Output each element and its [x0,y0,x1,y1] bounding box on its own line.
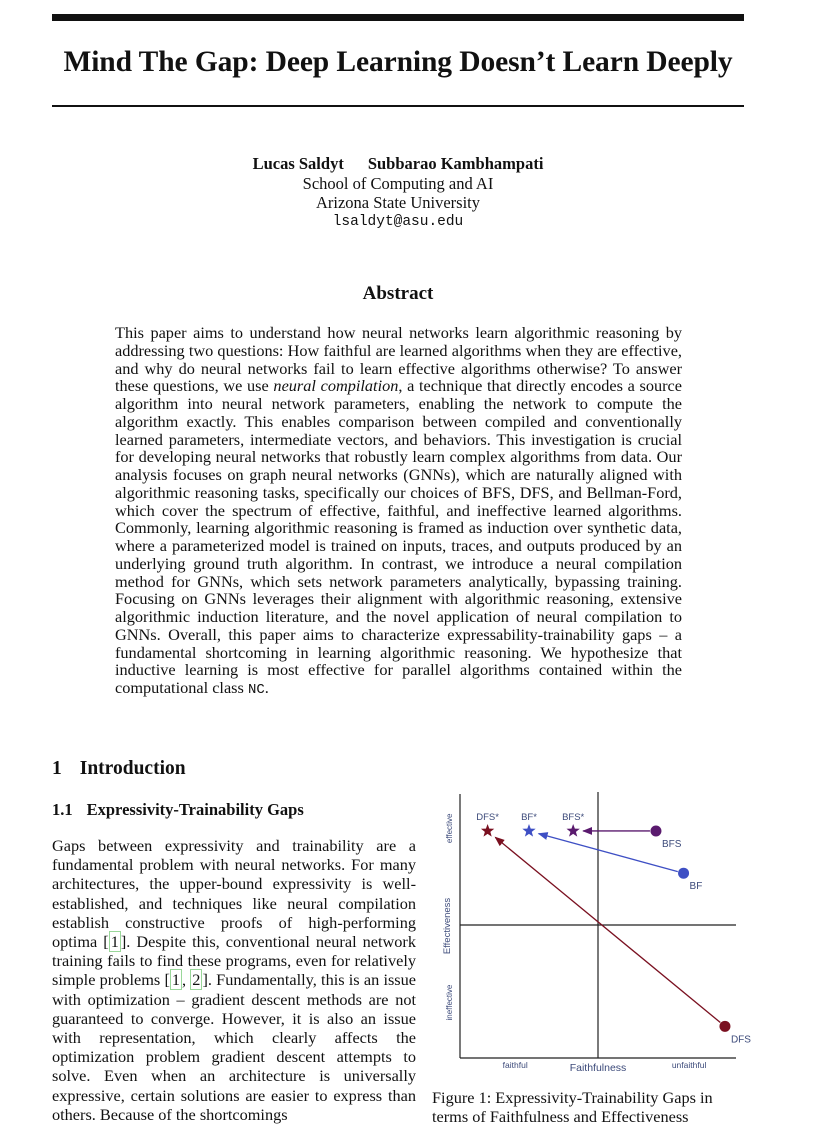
abstract-body [115,324,682,700]
subsection-heading [52,800,304,820]
section-heading [52,758,186,780]
star-label-bf: BF* [521,811,537,823]
abstract-text: , a technique that directly encodes a source algorithm into neural network parameters, enabling the network to compute the algorithm exactly. This enables comparison between compiled and conventionally learned parameters, intermediate vectors, and behaviors. This investigation is crucial for developing neural networks that robustly learn complex algorithms from data. Our analysis focuses on graph neural networks (GNNs), which are naturally aligned with algorithmic reasoning tasks, specifically our choices of BFS, DFS, and Bellman-Ford, which cover the spectrum of effective, faithful, and ineffective learned algorithms. Commonly, learning algorithmic reasoning is framed as induction over synthetic data, where a parameterized model is trained on inputs, traces, and outputs produced by an underlying ground truth algorithm. In contrast, we introduce a neural compilation method for GNNs, which sets network parameters analytically, bypassing training. Focusing on GNNs leverages their alignment with algorithmic reasoning, extensive algorithmic induction literature, and the novel application of neural compilation to GNNs. Overall, this paper aims to characterize expressability-trainability gaps – a fundamental shortcoming in learning algorithmic reasoning. We hypothesize that inductive learning is most effective for parallel algorithms contained within the computational class [115,376,683,697]
x-tick-label: unfaithful [671,1060,707,1070]
point-dfs [719,1021,730,1032]
arrow-bf [539,834,678,872]
arrow-dfs [495,837,720,1022]
figure-1 [440,786,751,1074]
intro-text: Gaps between expressivity and trainability are a fundamental problem with neural networks. For many architectures, the upper-bound expressivity is well-established, and techniques like neural compilation establish constructive proofs of high-performing optima [52,836,416,952]
author-name: Lucas Saldyt [252,154,344,173]
point-label-bfs: BFS [661,838,682,850]
citation-link[interactable]: 2 [192,970,201,990]
affiliation: School of Computing and AI [302,173,494,193]
y-tick-label: ineffective [445,984,454,1021]
subsection-number: 1.1 [52,800,73,819]
author-block [0,154,796,232]
y-tick-label: effective [445,813,454,844]
intro-text: . Fundamentally, this is an issue with optimization – gradient descent methods are not guaranteed to converge. However, it is also an issue with representation, which clearly affects the optimization problem gradient descent attempts to solve. Even when an architecture is universally expressive, certain solutions are easier to express than others. Because of the shortcomings [52,970,417,1124]
star-dfs [481,824,494,837]
section-title: Introduction [79,758,186,779]
intro-text: . Despite this, conventional neural network training fails to find these programs, even for relatively simple problems [52,932,416,990]
intro-paragraph: Gaps between expressivity and trainability are a fundamental problem with neural networks. For many architectures, the upper-bound expressivity is well-established, and techniques like neural compilation establish constructive proofs of high-performing optima [ 1 ]. Despite this, conventional neural network training fails to find these programs, even for relatively simple problems [ 1 , 2 ]. Fundamentally, this is an issue with optimization – gradient descent methods are not guaranteed to converge. However, it is also an issue with representation, which clearly affects the optimization problem gradient descent attempts to solve. Even when an architecture is universally expressive, certain solutions are easier to express than others. Because of the shortcomings [52,836,417,1124]
title-rule [52,105,744,107]
star-bf [522,824,535,837]
y-axis-label: Effectiveness [442,897,453,955]
author-email: lsaldyt@asu.edu [332,213,464,230]
x-tick-label: faithful [502,1060,528,1070]
gap-chart [440,786,751,1074]
point-bf [678,868,689,879]
university: Arizona State University [315,193,481,212]
star-bfs [567,824,580,837]
complexity-class: NC [247,682,265,698]
point-label-dfs: DFS [730,1034,751,1046]
figure-caption: Figure 1: Expressivity-Trainability Gaps in terms of Faithfulness and Effectiveness [432,1088,713,1126]
section-number: 1 [52,758,62,779]
abstract-heading: Abstract [362,283,434,304]
paper-title: Mind The Gap: Deep Learning Doesn’t Learn Deeply [63,46,733,78]
star-label-bfs: BFS* [562,811,585,823]
abstract-emphasis: neural compilation [273,376,399,396]
star-label-dfs: DFS* [476,811,499,823]
point-label-bf: BF [689,881,703,893]
abstract-text: This paper aims to understand how neural networks learn algorithmic reasoning by addressing two questions: How faithful are learned algorithms when they are effective, and why do neural networks fail to learn effective algorithms otherwise? To answer these questions, we use [115,323,682,396]
top-rule [52,14,744,21]
point-bfs [650,825,661,836]
x-axis-label: Faithfulness [569,1062,627,1074]
subsection-title: Expressivity-Trainability Gaps [86,800,304,819]
author-names [0,154,796,174]
abstract-text: . [264,678,269,697]
citation-link[interactable]: 1 [171,970,180,990]
author-name: Subbarao Kambhampati [367,154,544,173]
citation-link[interactable]: 1 [110,932,119,952]
